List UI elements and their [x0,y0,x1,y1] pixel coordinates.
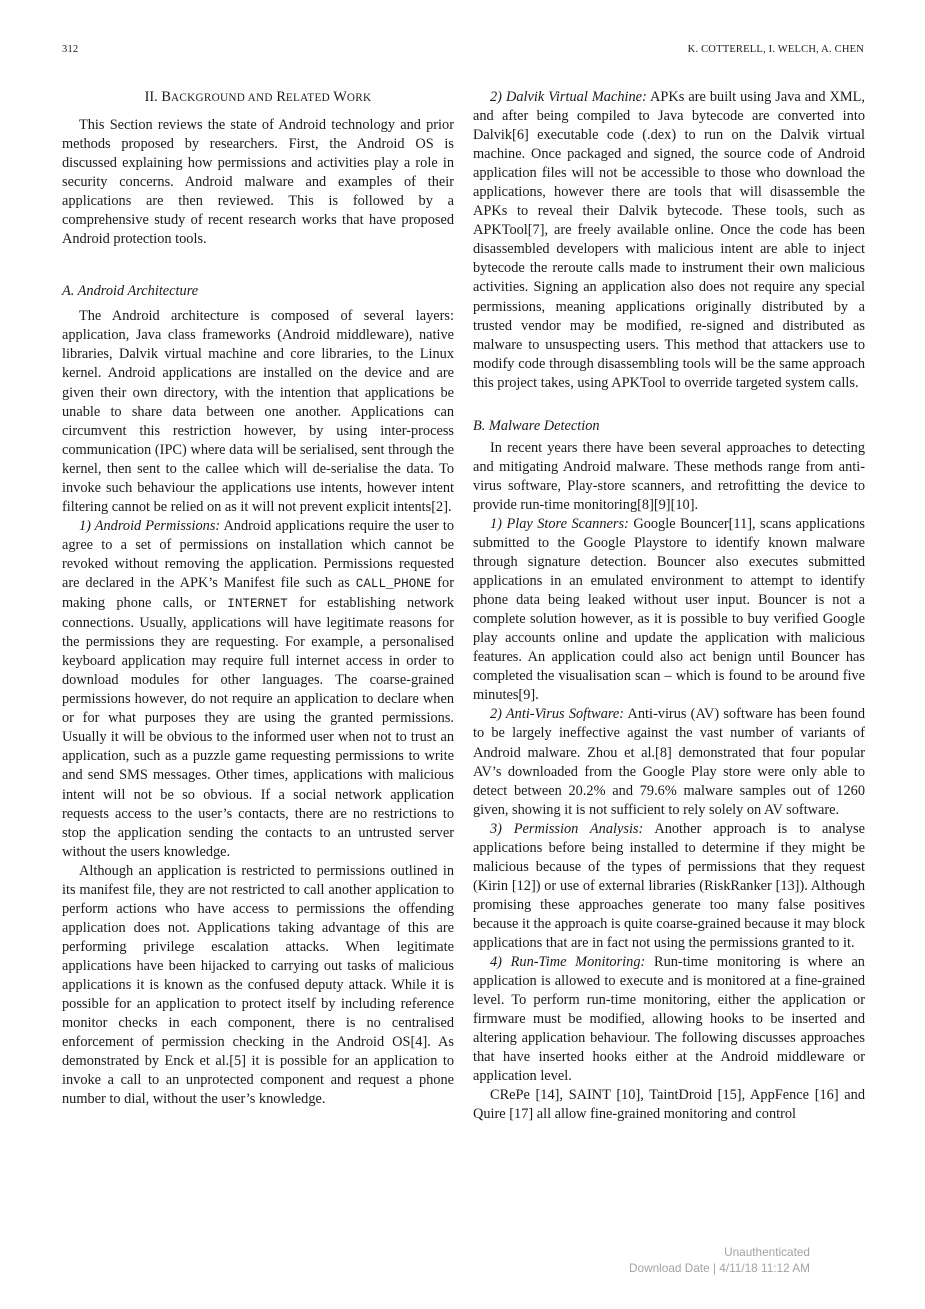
section-number: II. [144,89,158,105]
page-number: 312 [62,44,79,55]
crepe-paragraph: CRePe [14], SAINT [10], TaintDroid [15], AppFence [16] and Quire [17] all allow fine-grained monitoring and control [473,1087,865,1123]
permission-analysis-paragraph [473,820,865,953]
heading-sc-elated: ELATED [285,92,330,104]
permissions-text-2: for making phone calls, or [62,574,454,612]
heading-cap-w: W [333,89,347,105]
left-column [62,88,454,1109]
run-time-monitoring-paragraph [473,953,865,1086]
subsection-heading-malware-detection: B. Malware Detection [473,417,600,434]
running-head-authors: K. COTTERELL, I. WELCH, A. CHEN [687,44,864,55]
intro-paragraph: This Section reviews the state of Android technology and prior methods proposed by researchers. First, the Android OS is discussed explaining how permissions and activities play a role in security concerns. Android malware and examples of their applications are then reviewed. This is followed by a comprehensive study of recent research works that have proposed Android protection tools. [62,117,454,248]
play-store-heading: 1) Play Store Scanners: [490,515,629,532]
permission-analysis-heading: 3) Permission Analysis: [490,820,644,837]
anti-virus-paragraph [473,705,865,819]
watermark-line-1: Unauthenticated [724,1245,810,1259]
detection-paragraph: In recent years there have been several approaches to detecting and mitigating Android malware. These methods range from anti-virus software, Play-store scanners, and retrofitting the device to provide run-time monitoring[8][9][10]. [473,439,865,513]
download-watermark [629,1244,810,1276]
dalvik-text: APKs are built using Java and XML, and after being compiled to Java bytecode are converted into Dalvik[6] executable code (.dex) to run on the Dalvik virtual machine. Once packaged and signed, the source code of Android application files will not be accessible to those who download the applications, however there are tools that will disassemble the APKs to reveal their Dalvik bytecode. These tools, such as APKTool[7], are freely available online. Once the code has been disassembled developers with malicious intent are able to inject bytecode the reroute calls made to instrument their own malicious activities. Signing an application also does not require any special permissions, meaning applications originally distributed by a trusted vendor may be modified, re-signed and distributed as malware to unsuspecting users. This method that attackers use to modify code through disassembling tools will be the same approach this project takes, using APKTool to override targeted system calls. [473,89,865,391]
play-store-text: Google Bouncer[11], scans applications submitted to the Google Playstore to identify known malware through signature detection. Bouncer also executes submitted applications in an emulated environment to attempt to identify phone data being leaked without user input. Bouncer is not a complete solution however, as it is possible to buy verified Google play accounts online and update the application with malicious features. An application could also act benign until Bouncer has completed the visualisation scan – which is found to be around five minutes[9]. [473,515,865,704]
permissions-text-1: Android applications require the user to agree to a set of permissions on installation which cannot be revoked without removing the application. Permissions requested are declared in the APK’s Manifest file such as [62,517,454,591]
run-time-monitoring-text: Run-time monitoring is where an application is allowed to execute and is monitored at a fine-grained level. To perform run-time monitoring, either the application or firmware must be modified, allowing hooks to be inserted and altering application behaviour. The following discusses approaches that have inserted hooks either at the Android middleware or application level. [473,954,865,1085]
internet-code: INTERNET [227,597,288,612]
dalvik-heading: 2) Dalvik Virtual Machine: [490,89,647,105]
heading-cap-b: B [161,89,171,105]
permission-analysis-text: Another approach is to analyse applications before being installed to determine if they might be malicious because of the types of permissions that they request (Kirin [12]) or use of external libraries (RiskRanker [13]). Although promising these approaches generate too many false positives because it the approach is quite coarse-grained because it may block applications that are in fact not using the permissions granted to it. [473,820,865,951]
play-store-paragraph [473,515,865,705]
architecture-paragraph: The Android architecture is composed of several layers: application, Java class frameworks (Android middleware), native libraries, Dalvik virtual machine and core libraries, to the Linux kernel. Android applications are installed on the device and are given their own directory, with the intention that applications be unable to share data between one another. Applications can circumvent this restriction however, by using inter-process communication (IPC) where data will be serialised, sent through the kernel, then sent to the callee which will de-serialise the data. To invoke such behaviour the applications use intents, however intent filtering cannot be relied on as it will not prevent explicit intents[2]. [62,308,454,515]
heading-cap-r: R [276,89,286,105]
section-heading [62,88,454,108]
run-time-monitoring-heading: 4) Run-Time Monitoring: [490,954,646,971]
permissions-text-3: for establishing network connections. Usually, applications will have legitimate reasons for the permissions they are requesting. For example, a personalised keyboard application may require full internet access in order to download modules for other languages. The coarse-grained permissions however, do not require an application to declare when or for what purposes they are using the granted permissions. Usually it will be obvious to the informed user when not to trust an application, such as a puzzle game requesting permissions to write and send SMS messages. Other times, applications with malicious intent will not be so obvious. If a social network application requests access to the user’s contacts, there are no restrictions to stop the application sending the contacts to an untrusted server without the users knowledge. [62,595,455,860]
watermark-line-2: Download Date | 4/11/18 11:12 AM [628,1261,810,1275]
anti-virus-text: Anti-virus (AV) software has been found to be largely ineffective against the vast number of variants of Android malware. Zhou et al.[8] demonstrated that four popular AV’s downloaded from the Google Play store were only able to detect between 20.2% and 79.6% malware samples out of 1260 given, showing it is not sufficient to rely solely on AV software. [473,706,866,818]
heading-sc-ackground: ACKGROUND AND [170,92,273,104]
dalvik-paragraph [473,88,865,393]
permissions-heading: 1) Android Permissions: [79,517,221,534]
privilege-escalation-paragraph: Although an application is restricted to permissions outlined in its manifest file, they are not restricted to call another application to perform actions who have access to permissions the offending application does not. Applications taking advantage of this are performing privilege escalation attacks. When legitimate applications have been hijacked to carrying out tasks of malicious applications it is known as the confused deputy attack. While it is possible for an application to protect itself by including reference monitor checks in each component, there is no centralised enforcement of permission checking in the Android OS[4]. As demonstrated by Enck et al.[5] it is possible for an application to invoke a call to an unprotected component and request a phone number to dial, without the user’s knowledge. [62,862,454,1108]
running-head [62,44,864,58]
heading-sc-ork: ORK [346,92,372,104]
permissions-paragraph [62,517,454,862]
call-phone-code: CALL_PHONE [355,576,432,591]
subsection-heading-android-architecture: A. Android Architecture [62,283,199,300]
right-column [473,88,865,1124]
anti-virus-heading: 2) Anti-Virus Software: [490,706,625,723]
